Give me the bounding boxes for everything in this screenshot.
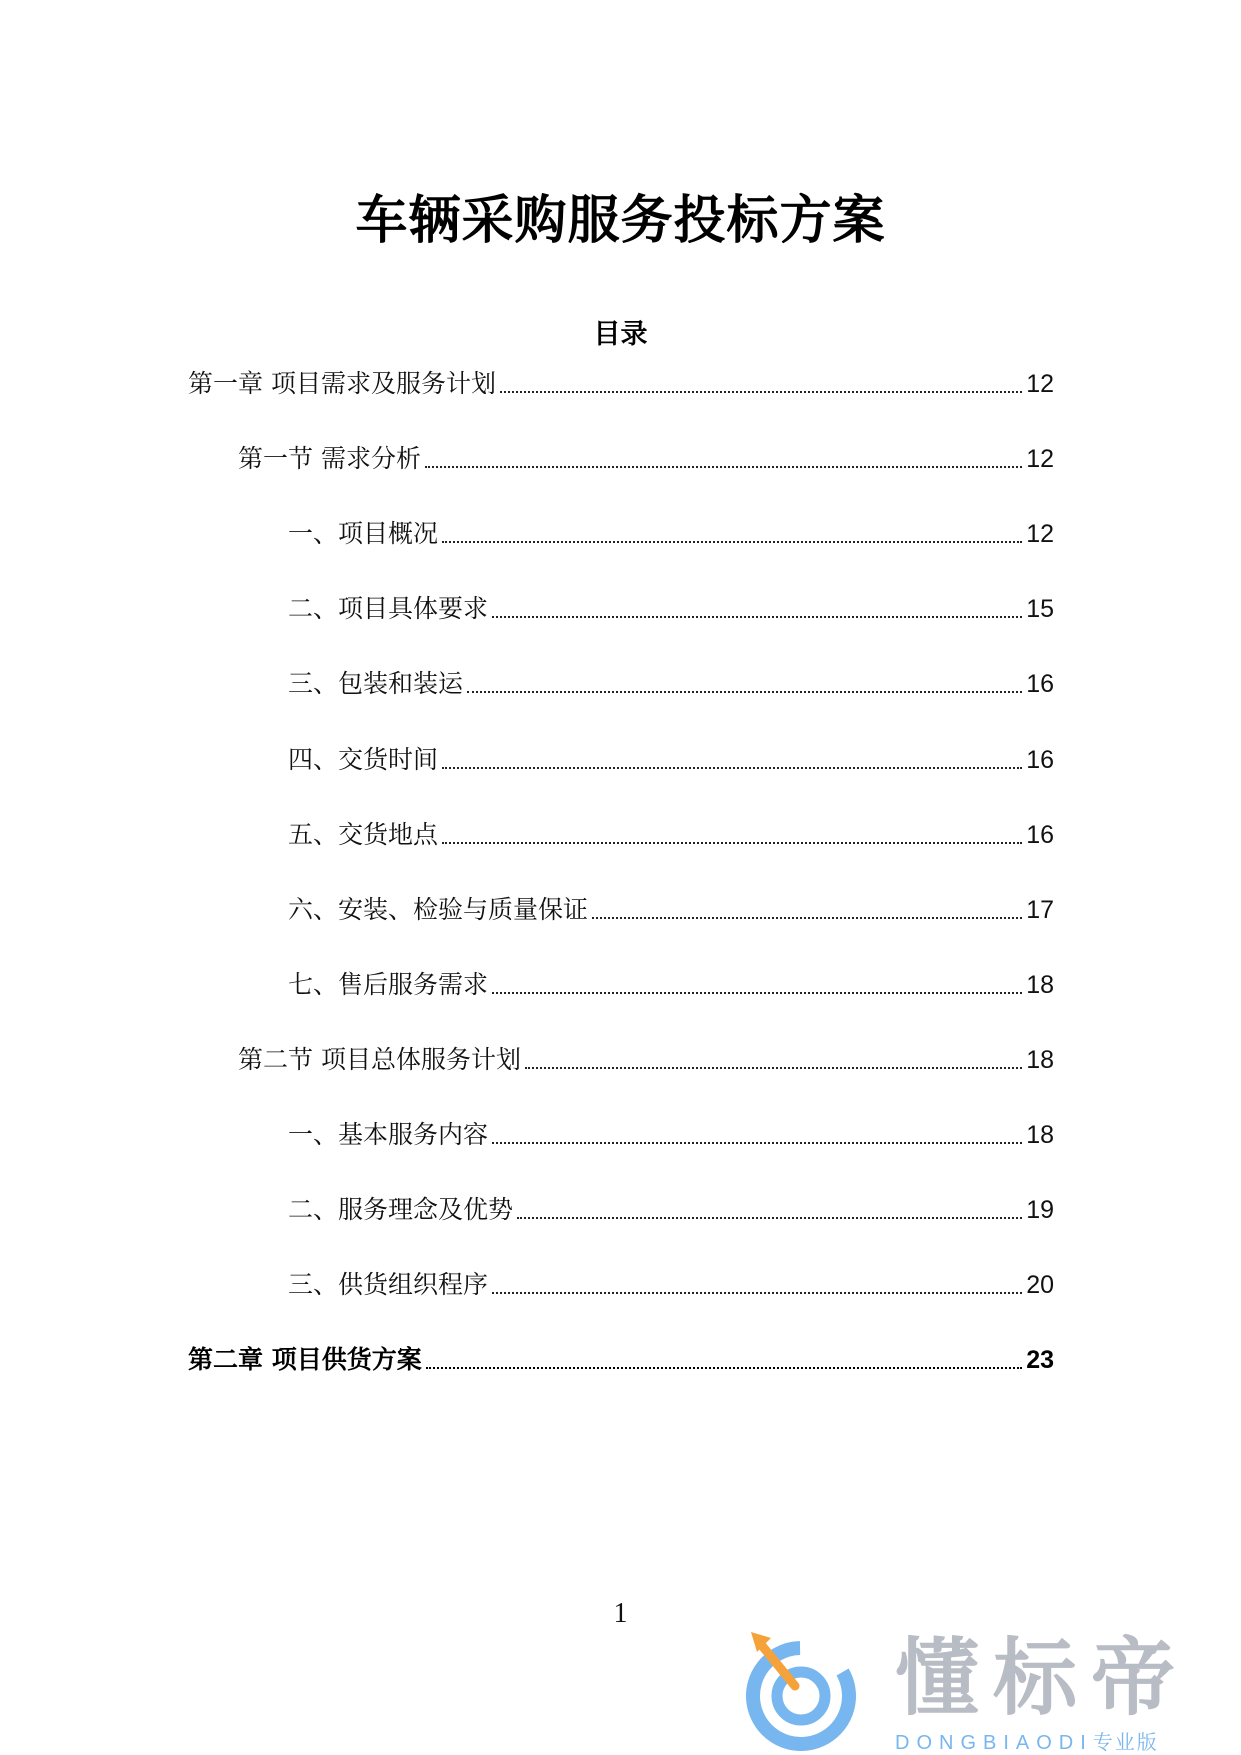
toc-entry[interactable] xyxy=(288,961,1054,1001)
toc-entry-label: 三、包装和装运 xyxy=(288,669,464,698)
toc-entry-page: 16 xyxy=(1026,821,1054,849)
toc-entry[interactable] xyxy=(238,435,1054,475)
page-number: 1 xyxy=(613,1598,628,1629)
toc-entry-page: 19 xyxy=(1026,1196,1054,1224)
watermark-subtitle-latin: DONGBIAODI xyxy=(895,1732,1093,1754)
toc-entry-page: 16 xyxy=(1026,670,1054,698)
toc-heading: 目录 xyxy=(593,319,648,350)
toc-dot-leader xyxy=(525,1067,1022,1069)
toc-entry-label: 第二章 项目供货方案 xyxy=(188,1345,422,1374)
toc-dot-leader xyxy=(442,767,1022,769)
toc-entry-label: 七、售后服务需求 xyxy=(288,970,489,999)
toc-dot-leader xyxy=(492,1292,1022,1294)
toc-entry-page: 18 xyxy=(1026,1121,1054,1149)
toc-entry-page: 15 xyxy=(1026,595,1054,623)
toc-dot-leader xyxy=(425,466,1022,468)
toc-entry[interactable] xyxy=(288,660,1054,700)
toc-entry[interactable] xyxy=(288,585,1054,625)
toc-dot-leader xyxy=(492,616,1022,618)
toc-entry[interactable] xyxy=(288,811,1054,851)
toc-entry-page: 18 xyxy=(1026,971,1054,999)
toc-entry-page: 17 xyxy=(1026,896,1054,924)
toc-entry-page: 12 xyxy=(1026,445,1054,473)
brand-watermark xyxy=(745,1628,1225,1754)
toc-entry-page: 12 xyxy=(1026,370,1054,398)
toc-dot-leader xyxy=(500,391,1022,393)
toc-entry-page: 12 xyxy=(1026,520,1054,548)
toc-dot-leader xyxy=(426,1367,1022,1369)
toc-entry-label: 五、交货地点 xyxy=(288,820,439,849)
toc-entry-page: 23 xyxy=(1026,1346,1054,1374)
target-arrow-icon xyxy=(745,1628,871,1754)
toc-entry[interactable] xyxy=(188,1336,1054,1376)
toc-dot-leader xyxy=(442,541,1022,543)
toc-entry[interactable] xyxy=(288,736,1054,776)
toc-entry[interactable] xyxy=(288,1186,1054,1226)
toc-dot-leader xyxy=(592,917,1022,919)
toc-entry-label: 一、基本服务内容 xyxy=(288,1120,489,1149)
toc-entry-page: 16 xyxy=(1026,746,1054,774)
toc-entry[interactable] xyxy=(238,1036,1054,1076)
toc-dot-leader xyxy=(517,1217,1022,1219)
toc-entry-label: 二、服务理念及优势 xyxy=(288,1195,514,1224)
toc-dot-leader xyxy=(442,842,1022,844)
toc-entry[interactable] xyxy=(288,510,1054,550)
toc-entry-label: 第一章 项目需求及服务计划 xyxy=(188,369,496,398)
toc-entry-label: 六、安装、检验与质量保证 xyxy=(288,895,589,924)
watermark-subtitle xyxy=(895,1726,1159,1755)
toc-entry-label: 四、交货时间 xyxy=(288,745,439,774)
watermark-edition: 专业版 xyxy=(1092,1730,1159,1754)
toc-entry-label: 第二节 项目总体服务计划 xyxy=(238,1045,521,1074)
toc-entry[interactable] xyxy=(288,1111,1054,1151)
toc-entry[interactable] xyxy=(188,360,1054,400)
toc-entry-label: 第一节 需求分析 xyxy=(238,444,421,473)
toc-entry[interactable] xyxy=(288,1261,1054,1301)
toc-dot-leader xyxy=(467,691,1022,693)
toc-entry-label: 一、项目概况 xyxy=(288,519,439,548)
watermark-brand: 懂标帝 xyxy=(895,1629,1190,1727)
toc-dot-leader xyxy=(492,992,1022,994)
toc-dot-leader xyxy=(492,1142,1022,1144)
document-title: 车辆采购服务投标方案 xyxy=(355,191,886,251)
toc-entry-label: 三、供货组织程序 xyxy=(288,1270,489,1299)
toc-entry[interactable] xyxy=(288,886,1054,926)
toc-entry-page: 18 xyxy=(1026,1046,1054,1074)
toc-entry-page: 20 xyxy=(1026,1271,1054,1299)
toc-entry-label: 二、项目具体要求 xyxy=(288,594,489,623)
